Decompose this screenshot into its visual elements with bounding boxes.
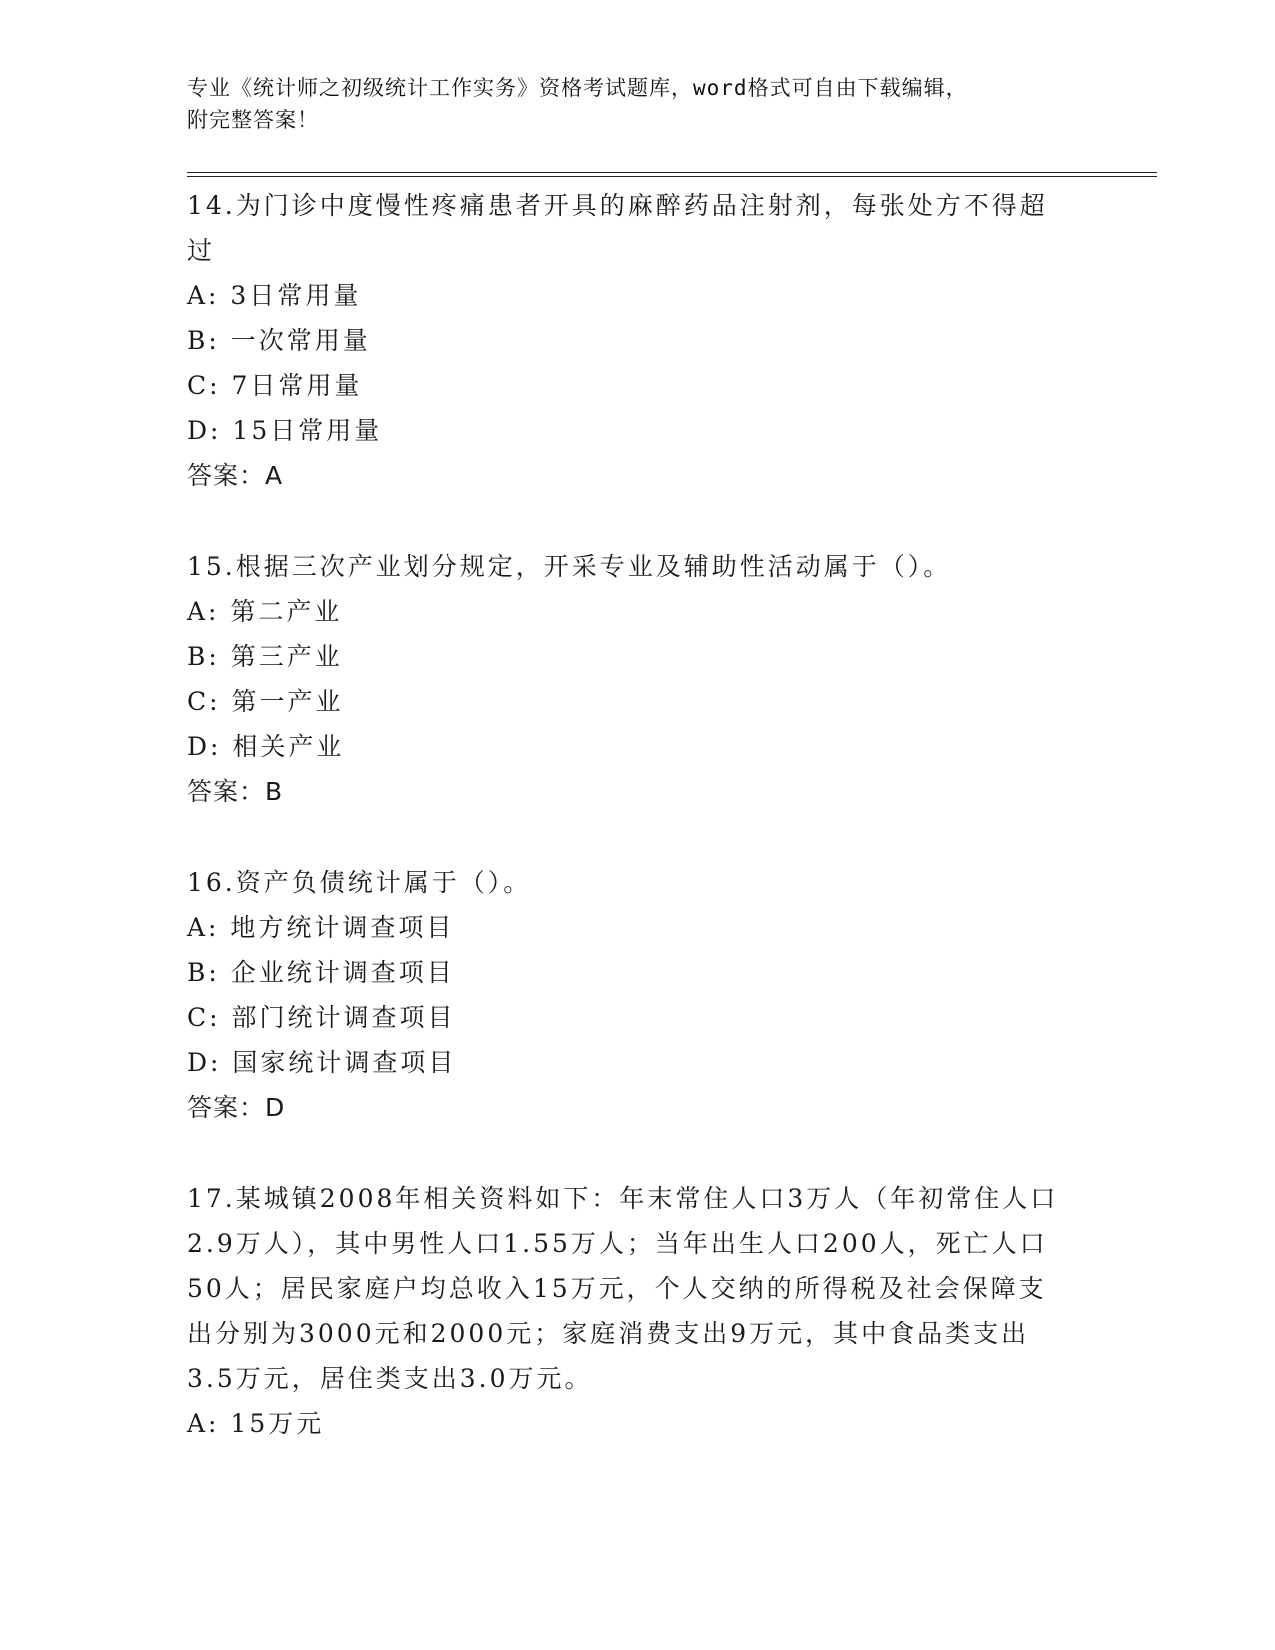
- document-header: [187, 72, 1087, 136]
- answer-line: 答案：B: [187, 777, 284, 806]
- question-stem: 15.根据三次产业划分规定，开采专业及辅助性活动属于（）。: [187, 552, 952, 581]
- option-a: A: 地方统计调查项目: [187, 913, 455, 942]
- question-list: [187, 183, 1087, 1446]
- option-c: C: 7日常用量: [187, 371, 363, 400]
- option-c: C: 第一产业: [187, 687, 344, 716]
- document-page: [187, 72, 1087, 1492]
- header-line-1: 专业《统计师之初级统计工作实务》资格考试题库，word格式可自由下载编辑，: [187, 76, 968, 100]
- answer-line: 答案：A: [187, 461, 284, 490]
- header-line-2: 附完整答案！: [187, 108, 319, 132]
- option-b: B: 一次常用量: [187, 326, 371, 355]
- question-stem: 16.资产负债统计属于（）。: [187, 868, 532, 897]
- question-stem: 17.某城镇2008年相关资料如下：年末常住人口3万人（年初常住人口2.9万人），其中男性人口1.55万人；当年出生人口200人，死亡人口50人；居民家庭户均总收入15万元，个人交纳的所得税及社会保障支出分别为3000元和2000元；家庭消费支出9万元，其中食品类支出3.5万元，居住类支出3.0万元。: [187, 1184, 1059, 1393]
- question-17: [187, 1176, 1087, 1446]
- question-14: [187, 183, 1087, 498]
- question-16: [187, 860, 1087, 1130]
- option-d: D: 15日常用量: [187, 416, 383, 445]
- question-15: [187, 544, 1087, 814]
- answer-line: 答案：D: [187, 1093, 286, 1122]
- header-divider: [187, 172, 1157, 177]
- option-c: C: 部门统计调查项目: [187, 1003, 456, 1032]
- option-d: D: 国家统计调查项目: [187, 1048, 457, 1077]
- option-a: A: 3日常用量: [187, 281, 362, 310]
- option-b: B: 企业统计调查项目: [187, 958, 455, 987]
- option-a: A: 15万元: [187, 1409, 325, 1438]
- question-stem: 14.为门诊中度慢性疼痛患者开具的麻醉药品注射剂，每张处方不得超过: [187, 191, 1048, 265]
- option-b: B: 第三产业: [187, 642, 343, 671]
- option-d: D: 相关产业: [187, 732, 345, 761]
- option-a: A: 第二产业: [187, 597, 343, 626]
